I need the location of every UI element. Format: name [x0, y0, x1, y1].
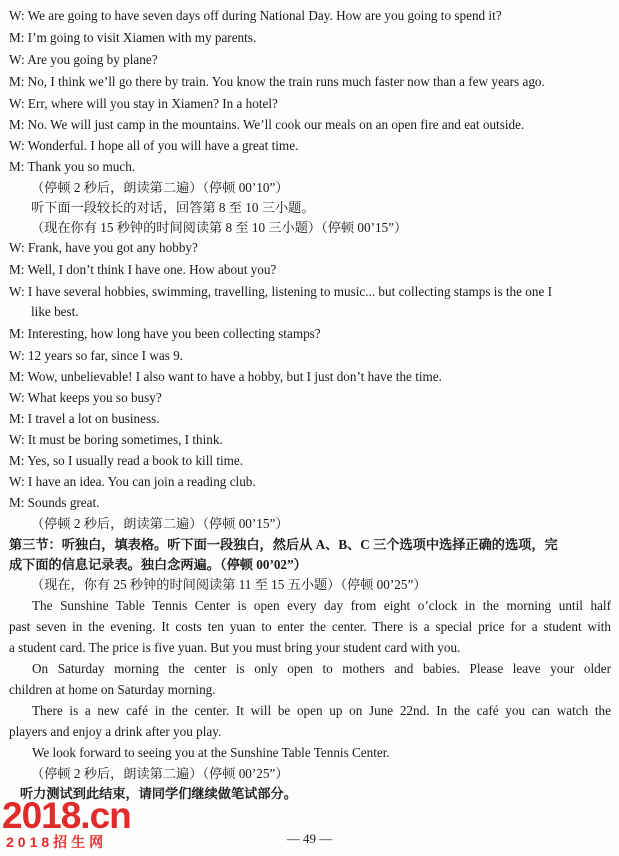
instruction-line: （停顿 2 秒后，朗读第二遍）（停顿 00’10”） [31, 180, 289, 195]
dialogue-line: W: Are you going by plane? [9, 52, 158, 67]
dialogue-line: M: I travel a lot on business. [9, 411, 160, 426]
instruction-line: （停顿 2 秒后，朗读第二遍）（停顿 00’25”） [31, 766, 289, 781]
monologue-line: children at home on Saturday morning. [9, 682, 216, 697]
watermark-logo [2, 796, 152, 854]
closing-line: 听力测试到此结束，请同学们继续做笔试部分。 [20, 786, 297, 801]
dialogue-line: M: Thank you so much. [9, 159, 136, 174]
dialogue-line: W: I have several hobbies, swimming, travelling, listening to music... but collecting stamps is the one I [9, 284, 553, 299]
dialogue-line: M: No. We will just camp in the mountains. We’ll cook our meals on an open fire and eat outside. [9, 117, 525, 132]
monologue-line: past seven in the evening. It costs ten yuan to enter the center. There is a special price for a student with [9, 619, 611, 634]
dialogue-line: W: 12 years so far, since I was 9. [9, 348, 184, 363]
instruction-line: （现在你有 15 秒钟的时间阅读第 8 至 10 三小题）（停顿 00’15”） [31, 220, 408, 235]
dialogue-line: W: We are going to have seven days off during National Day. How are you going to spend it? [9, 8, 502, 23]
instruction-line: （现在，你有 25 秒钟的时间阅读第 11 至 15 五小题）（停顿 00’25”） [31, 577, 427, 592]
dialogue-line: W: What keeps you so busy? [9, 390, 162, 405]
monologue-line: On Saturday morning the center is only open to mothers and babies. Please leave your older [32, 661, 611, 676]
dialogue-line: M: No, I think we’ll go there by train. You know the train runs much faster now than a few years ago. [9, 74, 545, 89]
dialogue-line: M: Well, I don’t think I have one. How about you? [9, 262, 277, 277]
monologue-line: We look forward to seeing you at the Sunshine Table Tennis Center. [32, 745, 390, 760]
instruction-line: 听下面一段较长的对话，回答第 8 至 10 三小题。 [31, 200, 315, 215]
dialogue-line: W: It must be boring sometimes, I think. [9, 432, 223, 447]
section-heading: 成下面的信息记录表。独白念两遍。（停顿 00’02”） [9, 557, 307, 572]
dialogue-line: W: Frank, have you got any hobby? [9, 240, 198, 255]
dialogue-line: W: Wonderful. I hope all of you will have a great time. [9, 138, 299, 153]
dialogue-line: W: I have an idea. You can join a reading club. [9, 474, 256, 489]
monologue-line: There is a new café in the center. It will be open up on June 22nd. In the café you can watch the [32, 703, 611, 718]
monologue-line: a student card. The price is five yuan. But you must bring your student card with you. [9, 640, 461, 655]
dialogue-line: M: Wow, unbelievable! I also want to have a hobby, but I just don’t have the time. [9, 369, 442, 384]
page-number: — 49 — [286, 831, 333, 846]
section-heading: 第三节：听独白，填表格。听下面一段独白，然后从 A、B、C 三个选项中选择正确的选项，完 [9, 537, 558, 552]
dialogue-line: W: Err, where will you stay in Xiamen? In a hotel? [9, 96, 278, 111]
monologue-line: players and enjoy a drink after you play. [9, 724, 222, 739]
dialogue-line: M: Interesting, how long have you been collecting stamps? [9, 326, 321, 341]
instruction-line: （停顿 2 秒后，朗读第二遍）（停顿 00’15”） [31, 516, 289, 531]
watermark-main: 2018.cn [2, 795, 131, 836]
dialogue-line: M: Yes, so I usually read a book to kill time. [9, 453, 244, 468]
watermark-sub: 2018招生网 [6, 834, 108, 850]
dialogue-line: M: I’m going to visit Xiamen with my parents. [9, 30, 257, 45]
dialogue-line: like best. [31, 304, 79, 319]
monologue-line: The Sunshine Table Tennis Center is open every day from eight o’clock in the morning until half [32, 598, 611, 613]
dialogue-line: M: Sounds great. [9, 495, 100, 510]
